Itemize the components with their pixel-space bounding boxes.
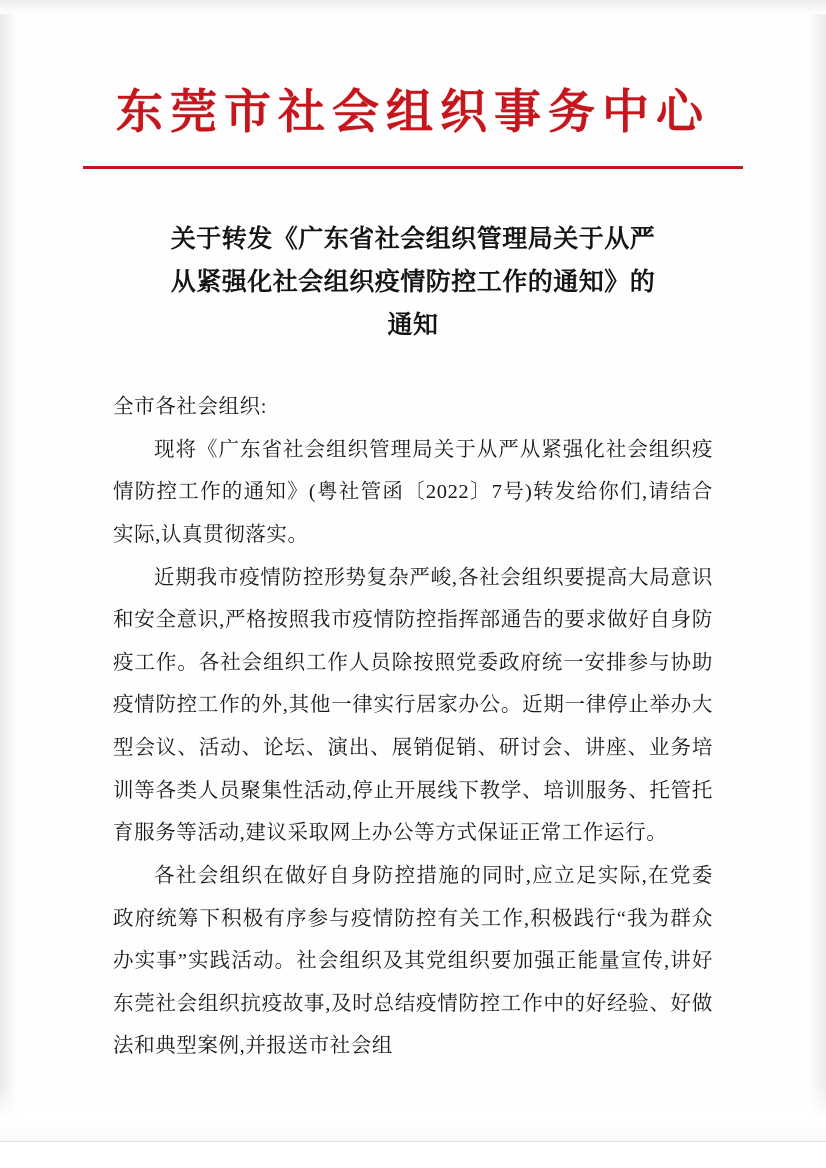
masthead bbox=[0, 86, 826, 169]
masthead-red-rule bbox=[83, 166, 743, 169]
page-bottom-edge bbox=[0, 1141, 826, 1168]
document-title-line-2: 从紧强化社会组织疫情防控工作的通知》的 bbox=[170, 267, 656, 297]
paragraph-3: 各社会组织在做好自身防控措施的同时,应立足实际,在党委政府统筹下积极有序参与疫情防控有关工作,积极践行“我为群众办实事”实践活动。社会组织及其党组织要加强正能量宣传,讲好东莞社会组织抗疫故事,及时总结疫情防控工作中的好经验、好做法和典型案例,并报送市社会组 bbox=[113, 864, 713, 1058]
salutation: 全市各社会组织: bbox=[113, 396, 267, 419]
document-title-line-1: 关于转发《广东省社会组织管理局关于从严 bbox=[170, 224, 656, 254]
document-title-line-3: 通知 bbox=[387, 310, 439, 340]
paragraph-2: 近期我市疫情防控形势复杂严峻,各社会组织要提高大局意识和安全意识,严格按照我市疫情防控指挥部通告的要求做好自身防疫工作。各社会组织工作人员除按照党委政府统一安排参与协助疫情防控工作的外,其他一律实行居家办公。近期一律停止举办大型会议、活动、论坛、演出、展销促销、研讨会、讲座、业务培训等各类人员聚集性活动,停止开展线下教学、培训服务、托管托育服务等活动,建议采取网上办公等方式保证正常工作运行。 bbox=[113, 566, 713, 845]
document-content bbox=[113, 386, 713, 1068]
document-title bbox=[123, 217, 703, 346]
paragraph-1: 现将《广东省社会组织管理局关于从严从紧强化社会组织疫情防控工作的通知》(粤社管函〔2022〕7号)转发给你们,请结合实际,认真贯彻落实。 bbox=[113, 438, 713, 546]
issuing-organization-title: 东莞市社会组织事务中心 bbox=[116, 85, 710, 140]
